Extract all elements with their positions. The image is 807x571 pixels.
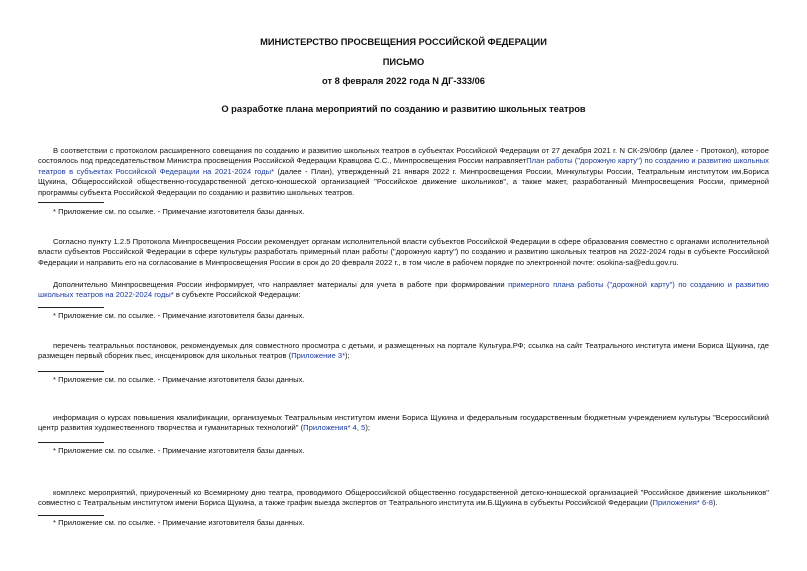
footnote-separator [38,202,104,203]
ministry-title: МИНИСТЕРСТВО ПРОСВЕЩЕНИЯ РОССИЙСКОЙ ФЕДЕРАЦИИ [260,37,547,47]
paragraph-text: перечень театральных постановок, рекомендуемых для совместного просмотра с детьми, и размещенных на портале Культура.РФ; ссылка на сайт Театрального института имени Бориса Щукина, где размещен первый сборник пьес, инсценировок для школьных театров ( [38,341,769,361]
document-date-number: от 8 февраля 2022 года N ДГ-333/06 [322,76,485,86]
footnote: * Приложение см. по ссылке. - Примечание изготовителя базы данных. [53,311,305,320]
paragraph-materials [38,280,769,301]
paragraph-text: в субъекте Российской Федерации: [173,290,301,300]
paragraph-protocol [38,146,769,198]
paragraph-text: информация о курсах повышения квалификации, организуемых Театральным институтом имени Бориса Щукина и федеральным государственным бюджетным учреждением культуры "Всероссийский центр развития художественного творчества и гуманитарных технологий" ( [38,413,769,433]
plan-2022-2024-link[interactable]: примерного плана работы ("дорожной карту") по созданию и развитию школьных театров на 2022-2024 годы* [38,280,769,300]
paragraph-text: (далее - План), утвержденный 21 января 2022 г. Минпросвещения России, Минкультуры России, Театральным институтом им.Бориса Щукина, Общероссийской общественно-государственной детско-юношеской организацией "Российское движение школьников", а также макет, разработанный Минпросвещения России, примерной программы субъекта Российской Федерации по созданию и развитию школьных театров. [38,166,769,197]
paragraph-performances [38,341,769,362]
document-subject: О разработке плана мероприятий по созданию и развитию школьных театров [221,104,586,114]
appendix-4-5-link[interactable]: Приложения* 4, 5 [303,423,366,433]
plan-2021-2024-link[interactable]: План работы ("дорожную карту") по созданию и развитию школьных театров в субъектах Российской Федерации на 2021-2024 годы* [38,156,769,176]
paragraph-events [38,488,769,509]
paragraph-text: ); [365,423,370,433]
document-type: ПИСЬМО [382,57,425,67]
paragraph-text: ); [345,351,350,361]
paragraph-text: В соответствии с протоколом расширенного совещания по созданию и развитию школьных театров в субъектах Российской Федерации от 27 декабря 2021 г. N СК-29/06пр (далее - Протокол), которое состоялось под председательством Министра просвещения Российской Федерации Кравцова С.С., Минпросвещения России направляет [38,146,769,166]
footnote: * Приложение см. по ссылке. - Примечание изготовителя базы данных. [53,375,305,384]
footnote-separator [38,307,104,308]
footnote: * Приложение см. по ссылке. - Примечание изготовителя базы данных. [53,446,305,455]
appendix-6-8-link[interactable]: Приложения* 6-8 [652,498,713,508]
paragraph-text: Дополнительно Минпросвещения России информирует, что направляет материалы для учета в работе при формировании [53,280,509,289]
paragraph-text: ). [712,498,718,508]
footnote-separator [38,515,104,516]
paragraph-courses [38,413,769,434]
paragraph-recommendation: Согласно пункту 1.2.5 Протокола Минпросвещения России рекомендует органам исполнительной власти субъектов Российской Федерации в сфере образования совместно с органами исполнительной власти субъектов Российской Федерации в сфере культуры разработать примерный план работы ("дорожную карту") по созданию и развитию школьных театров на 2022-2024 годы в субъекте Российской Федерации и направить его на согласование в Минпросвещения России в срок до 20 февраля 2022 г., в том числе в рабочем порядке по электронной почте: osokina-sa@edu.gov.ru. [38,237,769,267]
footnote: * Приложение см. по ссылке. - Примечание изготовителя базы данных. [53,518,305,527]
footnote-separator [38,442,104,443]
footnote: * Приложение см. по ссылке. - Примечание изготовителя базы данных. [53,207,305,216]
appendix-3-link[interactable]: Приложение 3* [291,351,346,361]
footnote-separator [38,371,104,372]
paragraph-text: комплекс мероприятий, приуроченный ко Всемирному дню театра, проводимого Общероссийской общественно государственной детско-юношеской организацией "Российское движение школьников" совместно с Театральным институтом имени Бориса Щукина, а также график выезда экспертов от Театрального института им.Б.Щукина в субъекты Российской Федерации ( [38,488,769,508]
